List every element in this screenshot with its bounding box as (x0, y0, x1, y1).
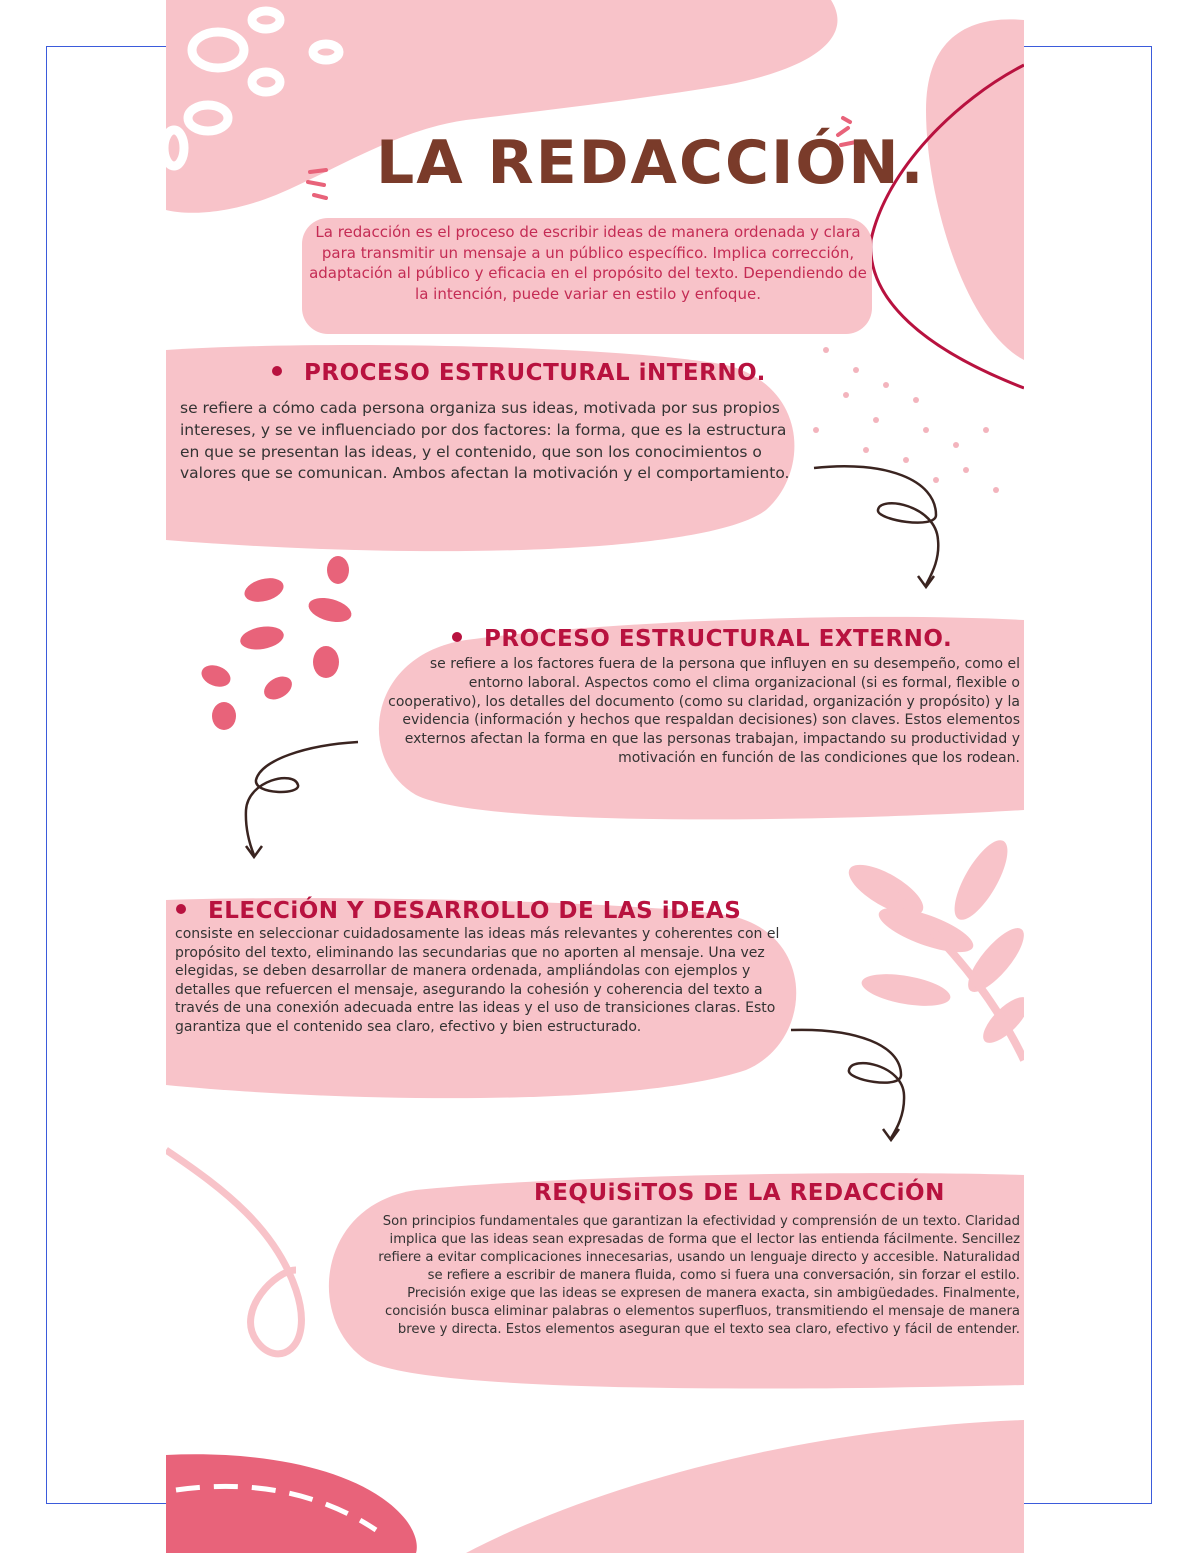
curly-arrow-1 (814, 466, 938, 585)
section2-body: se refiere a los factores fuera de la persona que influyen en su desempeño, como el entorno laboral. Aspectos como el clima organizacional (si es formal, flexible o cooperativo), los detalles del documento (como su claridad, organización y propósito) y la evidencia (información y hechos que respaldan decisiones) son claves. Estos elementos externos afectan la forma en que las personas trabajan, impactando su productividad y motivación en función de las condiciones que los rodean. (388, 656, 1020, 766)
leaf-decoration (842, 833, 1024, 1060)
section1-heading-text: PROCESO ESTRUCTURAL iNTERNO. (304, 360, 766, 386)
section1-heading (272, 360, 766, 386)
bottom-left-blob (166, 1454, 417, 1553)
section3-heading (176, 898, 741, 924)
intro-text: La redacción es el proceso de escribir ideas de manera ordenada y clara para transmitir un mensaje a un público específico. Implica corrección, adaptación al público y eficacia en el propósito del texto. Dependiendo de la intención, puede variar en estilo y enfoque. (309, 223, 867, 303)
curly-arrow-2 (246, 742, 358, 855)
section4-heading: REQUiSiTOS DE LA REDACCiÓN (534, 1180, 945, 1206)
section2-heading (452, 626, 952, 652)
section1-body: se refiere a cómo cada persona organiza sus ideas, motivada por sus propios intereses, y se ve influenciado por dos factores: la forma, que es la estructura en que se presentan las ideas, y el contenido, que son los conocimientos o valores que se comunican. Ambos afectan la motivación y el comportamiento. (180, 399, 790, 483)
top-right-blob (926, 19, 1024, 360)
oval-petals (198, 556, 354, 730)
section3-body: consiste en seleccionar cuidadosamente las ideas más relevantes y coherentes con el propósito del texto, eliminando las secundarias que no aporten al mensaje. Una vez elegidas, se deben desarrollar de manera ordenada, ampliándolas con ejemplos y detalles que refuercen el mensaje, asegurando la cohesión y coherencia del texto a través de una conexión adecuada entre las ideas y el uso de transiciones claras. Esto garantiza que el contenido sea claro, efectivo y bien estructurado. (175, 926, 780, 1035)
swirl-decoration (166, 1150, 301, 1354)
section3-heading-text: ELECCiÓN Y DESARROLLO DE LAS iDEAS (208, 898, 742, 924)
bullet-icon (176, 904, 186, 914)
page-title: LA REDACCIÓN. (376, 128, 926, 198)
bottom-right-blob (466, 1420, 1024, 1553)
bullet-icon (452, 632, 462, 642)
infographic-poster (166, 0, 1024, 1553)
curly-arrow-3 (791, 1030, 904, 1138)
scatter-dots (813, 347, 999, 493)
section2-heading-text: PROCESO ESTRUCTURAL EXTERNO. (484, 626, 953, 652)
section4-body: Son principios fundamentales que garantizan la efectividad y comprensión de un texto. Claridad implica que las ideas sean expresadas de forma que el lector las entienda fácilmente. Sencillez refiere a evitar complicaciones innecesarias, usando un lenguaje directo y accesible. Naturalidad se refiere a escribir de manera fluida, como si fuera una conversación, sin forzar el estilo. Precisión exige que las ideas se expresen de manera exacta, sin ambigüedades. Finalmente, concisión busca eliminar palabras o elementos superfluos, transmitiendo el mensaje de manera breve y directa. Estos elementos aseguran que el texto sea claro, efectivo y fácil de entender. (378, 1214, 1020, 1337)
bullet-icon (272, 366, 282, 376)
